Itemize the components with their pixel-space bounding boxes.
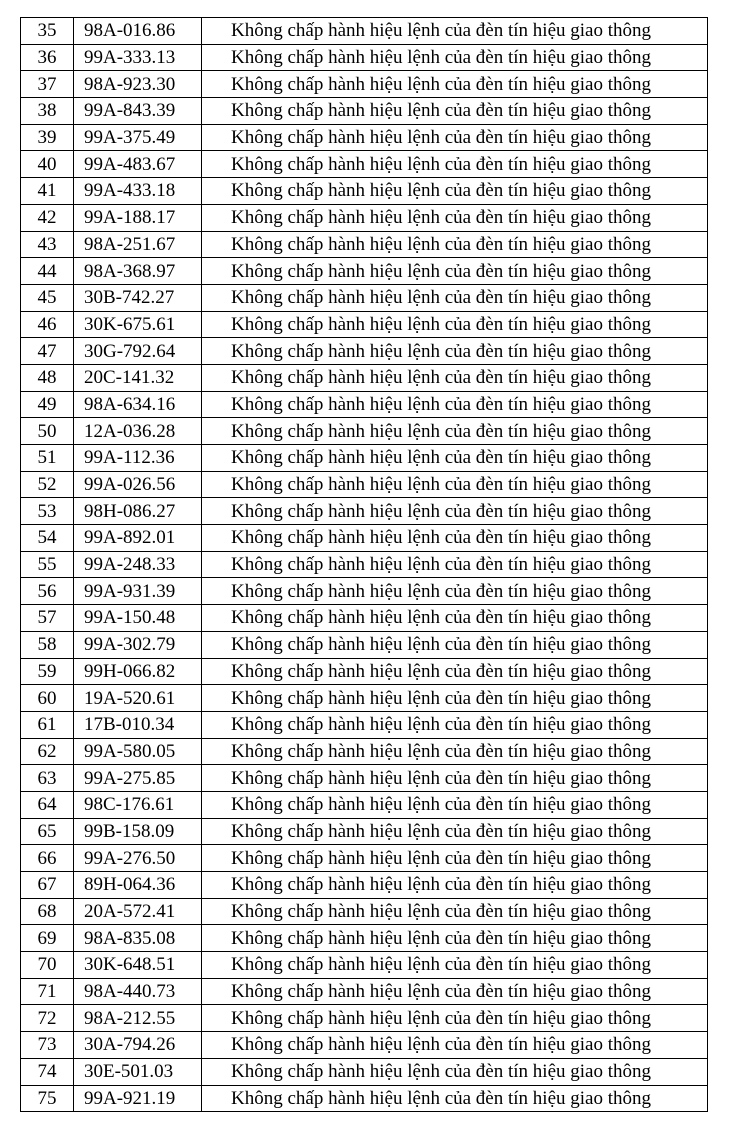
violation-cell: Không chấp hành hiệu lệnh của đèn tín hiệu giao thông: [202, 471, 708, 498]
license-plate-cell: 99A-375.49: [74, 124, 202, 151]
row-number-cell: 64: [21, 791, 74, 818]
table-row: [21, 124, 708, 151]
license-plate-cell: 98H-086.27: [74, 498, 202, 525]
table-row: [21, 1085, 708, 1112]
violation-cell: Không chấp hành hiệu lệnh của đèn tín hiệu giao thông: [202, 18, 708, 45]
table-row: [21, 1058, 708, 1085]
table-row: [21, 898, 708, 925]
row-number-cell: 71: [21, 978, 74, 1005]
table-row: [21, 98, 708, 125]
violation-cell: Không chấp hành hiệu lệnh của đèn tín hiệu giao thông: [202, 311, 708, 338]
license-plate-cell: 99A-188.17: [74, 204, 202, 231]
license-plate-cell: 99A-248.33: [74, 551, 202, 578]
table-row: [21, 818, 708, 845]
license-plate-cell: 99A-892.01: [74, 525, 202, 552]
violation-cell: Không chấp hành hiệu lệnh của đèn tín hiệu giao thông: [202, 925, 708, 952]
license-plate-cell: 17B-010.34: [74, 711, 202, 738]
row-number-cell: 49: [21, 391, 74, 418]
row-number-cell: 36: [21, 44, 74, 71]
license-plate-cell: 99H-066.82: [74, 658, 202, 685]
row-number-cell: 53: [21, 498, 74, 525]
violation-cell: Không chấp hành hiệu lệnh của đèn tín hiệu giao thông: [202, 551, 708, 578]
row-number-cell: 47: [21, 338, 74, 365]
row-number-cell: 48: [21, 364, 74, 391]
license-plate-cell: 99A-921.19: [74, 1085, 202, 1112]
license-plate-cell: 89H-064.36: [74, 872, 202, 899]
table-row: [21, 952, 708, 979]
license-plate-cell: 99A-026.56: [74, 471, 202, 498]
row-number-cell: 50: [21, 418, 74, 445]
license-plate-cell: 98A-923.30: [74, 71, 202, 98]
table-row: [21, 925, 708, 952]
row-number-cell: 37: [21, 71, 74, 98]
license-plate-cell: 20A-572.41: [74, 898, 202, 925]
violation-cell: Không chấp hành hiệu lệnh của đèn tín hiệu giao thông: [202, 364, 708, 391]
violation-cell: Không chấp hành hiệu lệnh của đèn tín hiệu giao thông: [202, 124, 708, 151]
violation-cell: Không chấp hành hiệu lệnh của đèn tín hiệu giao thông: [202, 765, 708, 792]
table-row: [21, 685, 708, 712]
table-row: [21, 845, 708, 872]
violation-cell: Không chấp hành hiệu lệnh của đèn tín hiệu giao thông: [202, 418, 708, 445]
license-plate-cell: 30K-675.61: [74, 311, 202, 338]
table-row: [21, 578, 708, 605]
table-row: [21, 284, 708, 311]
license-plate-cell: 30A-794.26: [74, 1032, 202, 1059]
license-plate-cell: 99A-580.05: [74, 738, 202, 765]
table-row: [21, 204, 708, 231]
violation-cell: Không chấp hành hiệu lệnh của đèn tín hiệu giao thông: [202, 658, 708, 685]
violation-cell: Không chấp hành hiệu lệnh của đèn tín hiệu giao thông: [202, 578, 708, 605]
table-row: [21, 44, 708, 71]
row-number-cell: 58: [21, 631, 74, 658]
license-plate-cell: 99A-433.18: [74, 178, 202, 205]
table-row: [21, 1005, 708, 1032]
row-number-cell: 63: [21, 765, 74, 792]
violation-cell: Không chấp hành hiệu lệnh của đèn tín hiệu giao thông: [202, 872, 708, 899]
table-row: [21, 551, 708, 578]
license-plate-cell: 99A-483.67: [74, 151, 202, 178]
license-plate-cell: 12A-036.28: [74, 418, 202, 445]
row-number-cell: 51: [21, 445, 74, 472]
license-plate-cell: 99A-275.85: [74, 765, 202, 792]
row-number-cell: 70: [21, 952, 74, 979]
violation-cell: Không chấp hành hiệu lệnh của đèn tín hiệu giao thông: [202, 151, 708, 178]
row-number-cell: 35: [21, 18, 74, 45]
row-number-cell: 43: [21, 231, 74, 258]
license-plate-cell: 98A-835.08: [74, 925, 202, 952]
row-number-cell: 72: [21, 1005, 74, 1032]
violation-cell: Không chấp hành hiệu lệnh của đèn tín hiệu giao thông: [202, 631, 708, 658]
violation-cell: Không chấp hành hiệu lệnh của đèn tín hiệu giao thông: [202, 605, 708, 632]
violation-cell: Không chấp hành hiệu lệnh của đèn tín hiệu giao thông: [202, 445, 708, 472]
license-plate-cell: 20C-141.32: [74, 364, 202, 391]
license-plate-cell: 99A-302.79: [74, 631, 202, 658]
table-row: [21, 978, 708, 1005]
row-number-cell: 75: [21, 1085, 74, 1112]
row-number-cell: 41: [21, 178, 74, 205]
license-plate-cell: 98A-634.16: [74, 391, 202, 418]
violation-cell: Không chấp hành hiệu lệnh của đèn tín hiệu giao thông: [202, 498, 708, 525]
table-row: [21, 258, 708, 285]
table-row: [21, 338, 708, 365]
violation-cell: Không chấp hành hiệu lệnh của đèn tín hiệu giao thông: [202, 1058, 708, 1085]
license-plate-cell: 98A-212.55: [74, 1005, 202, 1032]
license-plate-cell: 98A-016.86: [74, 18, 202, 45]
table-row: [21, 311, 708, 338]
table-row: [21, 525, 708, 552]
row-number-cell: 52: [21, 471, 74, 498]
license-plate-cell: 30B-742.27: [74, 284, 202, 311]
row-number-cell: 55: [21, 551, 74, 578]
violation-cell: Không chấp hành hiệu lệnh của đèn tín hiệu giao thông: [202, 685, 708, 712]
table-row: [21, 445, 708, 472]
table-row: [21, 1032, 708, 1059]
table-row: [21, 151, 708, 178]
license-plate-cell: 30G-792.64: [74, 338, 202, 365]
table-row: [21, 18, 708, 45]
license-plate-cell: 99A-843.39: [74, 98, 202, 125]
license-plate-cell: 98A-368.97: [74, 258, 202, 285]
violation-cell: Không chấp hành hiệu lệnh của đèn tín hiệu giao thông: [202, 258, 708, 285]
license-plate-cell: 98A-440.73: [74, 978, 202, 1005]
row-number-cell: 46: [21, 311, 74, 338]
license-plate-cell: 30E-501.03: [74, 1058, 202, 1085]
row-number-cell: 39: [21, 124, 74, 151]
row-number-cell: 54: [21, 525, 74, 552]
row-number-cell: 67: [21, 872, 74, 899]
row-number-cell: 44: [21, 258, 74, 285]
table-row: [21, 738, 708, 765]
license-plate-cell: 98C-176.61: [74, 791, 202, 818]
row-number-cell: 60: [21, 685, 74, 712]
table-row: [21, 791, 708, 818]
license-plate-cell: 99A-931.39: [74, 578, 202, 605]
license-plate-cell: 19A-520.61: [74, 685, 202, 712]
table-row: [21, 71, 708, 98]
violation-cell: Không chấp hành hiệu lệnh của đèn tín hiệu giao thông: [202, 791, 708, 818]
violation-cell: Không chấp hành hiệu lệnh của đèn tín hiệu giao thông: [202, 898, 708, 925]
row-number-cell: 68: [21, 898, 74, 925]
table-row: [21, 231, 708, 258]
violation-cell: Không chấp hành hiệu lệnh của đèn tín hiệu giao thông: [202, 1005, 708, 1032]
row-number-cell: 38: [21, 98, 74, 125]
table-row: [21, 765, 708, 792]
license-plate-cell: 99A-276.50: [74, 845, 202, 872]
violation-cell: Không chấp hành hiệu lệnh của đèn tín hiệu giao thông: [202, 284, 708, 311]
license-plate-cell: 98A-251.67: [74, 231, 202, 258]
violation-cell: Không chấp hành hiệu lệnh của đèn tín hiệu giao thông: [202, 44, 708, 71]
violation-cell: Không chấp hành hiệu lệnh của đèn tín hiệu giao thông: [202, 738, 708, 765]
violation-cell: Không chấp hành hiệu lệnh của đèn tín hiệu giao thông: [202, 391, 708, 418]
violation-cell: Không chấp hành hiệu lệnh của đèn tín hiệu giao thông: [202, 71, 708, 98]
row-number-cell: 73: [21, 1032, 74, 1059]
table-row: [21, 418, 708, 445]
violation-table: [20, 17, 708, 1112]
violation-table-body: [21, 18, 708, 1112]
table-row: [21, 658, 708, 685]
row-number-cell: 65: [21, 818, 74, 845]
row-number-cell: 61: [21, 711, 74, 738]
table-row: [21, 364, 708, 391]
license-plate-cell: 99A-150.48: [74, 605, 202, 632]
violation-cell: Không chấp hành hiệu lệnh của đèn tín hiệu giao thông: [202, 98, 708, 125]
license-plate-cell: 30K-648.51: [74, 952, 202, 979]
violation-cell: Không chấp hành hiệu lệnh của đèn tín hiệu giao thông: [202, 338, 708, 365]
license-plate-cell: 99A-112.36: [74, 445, 202, 472]
table-row: [21, 471, 708, 498]
violation-cell: Không chấp hành hiệu lệnh của đèn tín hiệu giao thông: [202, 978, 708, 1005]
row-number-cell: 62: [21, 738, 74, 765]
violation-cell: Không chấp hành hiệu lệnh của đèn tín hiệu giao thông: [202, 952, 708, 979]
row-number-cell: 42: [21, 204, 74, 231]
violation-cell: Không chấp hành hiệu lệnh của đèn tín hiệu giao thông: [202, 1032, 708, 1059]
row-number-cell: 66: [21, 845, 74, 872]
table-row: [21, 391, 708, 418]
table-row: [21, 711, 708, 738]
row-number-cell: 45: [21, 284, 74, 311]
violation-cell: Không chấp hành hiệu lệnh của đèn tín hiệu giao thông: [202, 178, 708, 205]
row-number-cell: 74: [21, 1058, 74, 1085]
row-number-cell: 69: [21, 925, 74, 952]
table-row: [21, 631, 708, 658]
violation-cell: Không chấp hành hiệu lệnh của đèn tín hiệu giao thông: [202, 818, 708, 845]
table-row: [21, 178, 708, 205]
row-number-cell: 57: [21, 605, 74, 632]
row-number-cell: 40: [21, 151, 74, 178]
violation-cell: Không chấp hành hiệu lệnh của đèn tín hiệu giao thông: [202, 845, 708, 872]
violation-cell: Không chấp hành hiệu lệnh của đèn tín hiệu giao thông: [202, 231, 708, 258]
row-number-cell: 56: [21, 578, 74, 605]
violation-cell: Không chấp hành hiệu lệnh của đèn tín hiệu giao thông: [202, 1085, 708, 1112]
table-row: [21, 605, 708, 632]
table-row: [21, 498, 708, 525]
row-number-cell: 59: [21, 658, 74, 685]
violation-cell: Không chấp hành hiệu lệnh của đèn tín hiệu giao thông: [202, 711, 708, 738]
table-row: [21, 872, 708, 899]
license-plate-cell: 99B-158.09: [74, 818, 202, 845]
license-plate-cell: 99A-333.13: [74, 44, 202, 71]
violation-cell: Không chấp hành hiệu lệnh của đèn tín hiệu giao thông: [202, 204, 708, 231]
violation-cell: Không chấp hành hiệu lệnh của đèn tín hiệu giao thông: [202, 525, 708, 552]
